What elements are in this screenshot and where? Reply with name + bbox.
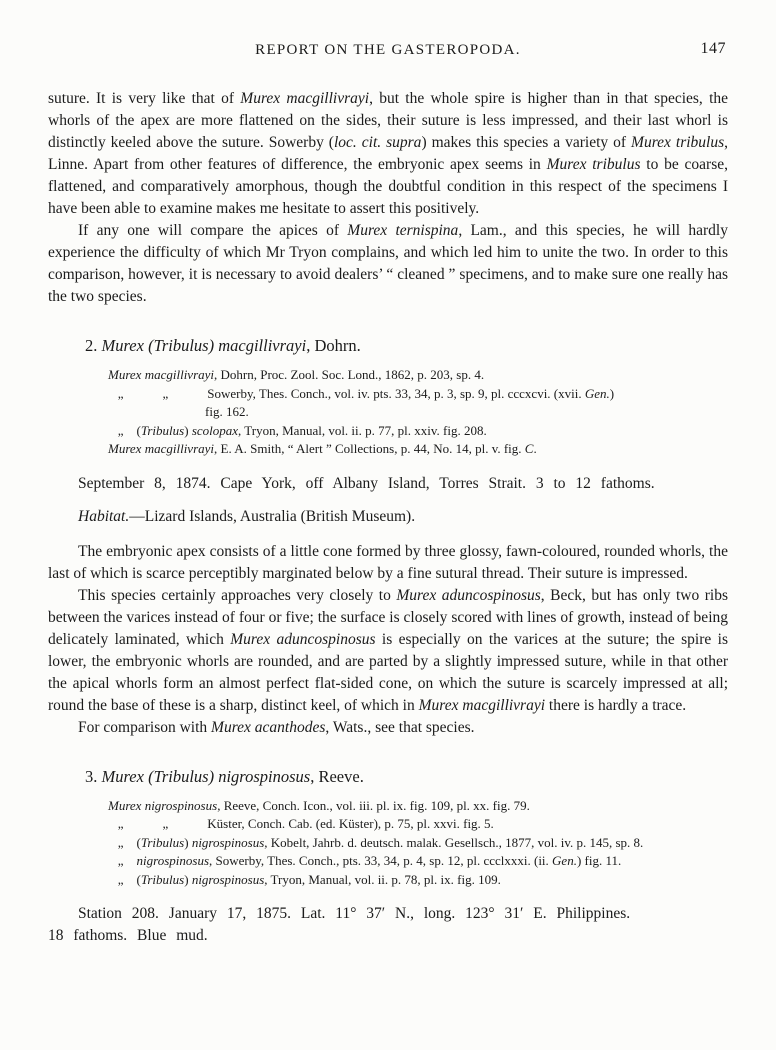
text-run: 2. <box>85 336 102 355</box>
text-run: , Sowerby, Thes. Conch., pts. 33, 34, p. 4, sp. 12, pl. ccclxxxi. (ii. <box>209 853 553 868</box>
text-run: „ „ Sowerby, Thes. Conch., vol. iv. pts. 33, 34, p. 3, sp. 9, pl. cccxcvi. (xvii. <box>108 385 585 401</box>
text-run: This species certainly approaches very closely to <box>78 586 397 604</box>
text-run: , Reeve. <box>310 766 364 786</box>
italic-text: Murex aduncospinosus <box>230 630 376 648</box>
species-heading <box>85 334 728 357</box>
synonymy-entry <box>108 815 728 834</box>
text-run: , Tryon, Manual, vol. ii. p. 78, pl. ix. fig. 109. <box>264 871 501 887</box>
italic-text: Murex macgillivrayi <box>108 441 215 456</box>
paragraph <box>48 541 728 585</box>
species-heading <box>85 765 728 788</box>
text-run: . <box>533 441 537 456</box>
italic-text: nigrospinosus <box>136 853 210 868</box>
text-run: , Linne. Apart from other features of difference, the embryonic apex seems in <box>48 134 728 173</box>
page-number: 147 <box>700 40 726 57</box>
text-run: „ ( <box>108 422 141 438</box>
text-run: Station 208. January 17, 1875. Lat. 11° 37′ N., long. 123° 31′ E. Philippines. <box>78 905 631 922</box>
paragraph <box>48 717 728 739</box>
text-run: For comparison with <box>78 718 212 736</box>
text-run: is especially on the varices at the suture; the spire is lower, the embryonic whorls are rounded, and are parted by a slightly impressed suture, while in that other the apical whorls form an almost perfect flat-sided cone, on which the suture is scarcely impressed at all; round the base of these is a sharp, distinct keel, of which in <box>48 630 728 714</box>
italic-text: C <box>524 441 534 456</box>
italic-text: Murex macgillivrayi <box>418 696 546 714</box>
italic-text: Murex macgillivrayi <box>108 367 215 382</box>
italic-text: Murex ternispina <box>347 222 459 239</box>
italic-text: Tribulus <box>140 422 185 438</box>
text-run: ) <box>184 834 192 850</box>
text-run: ) <box>609 385 615 401</box>
text-run: to be coarse, flattened, and comparatively amorphous, though the doubtful condition in this respect of the specimens I have been able to examine makes me hesitate to assert this positively. <box>48 156 728 217</box>
synonymy-entry <box>108 852 728 871</box>
text-run: , E. A. Smith, “ Alert ” Collections, p. 44, No. 14, pl. v. fig. <box>214 441 525 456</box>
text-run: , Dohrn, Proc. Zool. Soc. Lond., 1862, p. 203, sp. 4. <box>214 367 485 382</box>
italic-text: Murex nigrospinosus <box>108 797 218 813</box>
synonymy-block <box>108 366 728 459</box>
synonymy-block <box>108 797 728 890</box>
italic-text: scolopax <box>191 422 239 438</box>
italic-text: Murex aduncospinosus <box>396 586 541 604</box>
italic-text: Tribulus <box>140 871 185 887</box>
italic-text: Murex macgillivrayi <box>240 90 370 107</box>
synonymy-entry <box>108 403 728 422</box>
text-run: suture. It is very like that of <box>48 90 241 107</box>
italic-text: Tribulus <box>140 834 185 850</box>
synonymy-entry <box>108 366 728 385</box>
text-run: „ „ Küster, Conch. Cab. (ed. Küster), p. 75, pl. xxvi. fig. 5. <box>108 816 494 831</box>
text-run: „ ( <box>108 834 141 850</box>
text-run: „ ( <box>108 871 141 887</box>
synonymy-entry <box>108 422 728 441</box>
page-content <box>48 88 728 947</box>
italic-text: Murex tribulus <box>546 156 641 173</box>
text-run: ) fig. 11. <box>576 853 622 868</box>
synonymy-entry <box>108 834 728 853</box>
paragraph <box>48 88 728 220</box>
text-run: , Reeve, Conch. Icon., vol. iii. pl. ix. fig. 109, pl. xx. fig. 79. <box>217 797 530 813</box>
synonymy-entry <box>108 385 728 404</box>
station-line <box>48 903 728 947</box>
text-run: , Wats., see that species. <box>325 718 475 736</box>
text-run: there is hardly a trace. <box>545 696 687 714</box>
text-run: September 8, 1874. Cape York, off Albany Island, Torres Strait. 3 to 12 fathoms. <box>78 474 655 492</box>
page-header <box>48 42 728 64</box>
station-line <box>48 473 728 495</box>
italic-text: loc. cit. supra <box>333 134 422 151</box>
text-run: —Lizard Islands, Australia (British Museum). <box>129 507 416 525</box>
text-run: ) makes this species a variety of <box>421 134 632 151</box>
paragraph <box>48 585 728 717</box>
italic-text: nigrospinosus <box>191 871 265 887</box>
italic-text: nigrospinosus <box>191 834 265 850</box>
italic-text: Murex (Tribulus) nigrospinosus <box>101 766 311 786</box>
text-run: , Tryon, Manual, vol. ii. p. 77, pl. xxiv. fig. 208. <box>238 422 487 438</box>
italic-text: Murex tribulus <box>631 134 725 151</box>
text-run: 3. <box>85 766 102 786</box>
text-run: , Dohrn. <box>306 336 361 355</box>
italic-text: Habitat. <box>78 507 130 525</box>
synonymy-entry <box>108 440 728 459</box>
synonymy-entry <box>108 871 728 890</box>
running-title: REPORT ON THE GASTEROPODA. <box>255 42 521 58</box>
italic-text: Murex (Tribulus) macgillivrayi <box>101 336 307 355</box>
italic-text: Murex acanthodes <box>211 718 326 736</box>
text-run: 18 fathoms. Blue mud. <box>48 927 208 944</box>
text-run: fig. 162. <box>205 404 249 419</box>
synonymy-entry <box>108 797 728 816</box>
text-run: ) <box>184 871 192 887</box>
text-run: , Beck, but has only two ribs between the varices instead of four or five; the surface is closely scored with lines of growth, instead of being delicately laminated, which <box>48 586 729 648</box>
text-run: ) <box>184 422 192 438</box>
italic-text: Gen. <box>584 385 610 401</box>
text-run: „ <box>108 853 137 868</box>
habitat-line <box>48 506 728 528</box>
text-run: , Lam., and this species, he will hardly experience the difficulty of which Mr Tryon complains, and which led him to unite the two. In order to this comparison, however, it is necessary to avoid dealers’ “ cleaned ” specimens, and to make sure one really has the two species. <box>48 222 728 305</box>
text-run: If any one will compare the apices of <box>78 222 348 239</box>
text-run: The embryonic apex consists of a little cone formed by three glossy, fawn-coloured, rounded whorls, the last of which is scarce perceptibly marginated below by a fine sutural thread. Their suture is impressed. <box>48 542 728 582</box>
paragraph <box>48 220 728 308</box>
italic-text: Gen. <box>552 853 577 868</box>
text-run: , Kobelt, Jahrb. d. deutsch. malak. Gesellsch., 1877, vol. iv. p. 145, sp. 8. <box>264 834 644 850</box>
text-run: , but the whole spire is higher than in that species, the whorls of the apex are more flattened on the sides, their suture is less impressed, and their last whorl is distinctly keeled above the suture. Sowerby ( <box>48 90 729 151</box>
